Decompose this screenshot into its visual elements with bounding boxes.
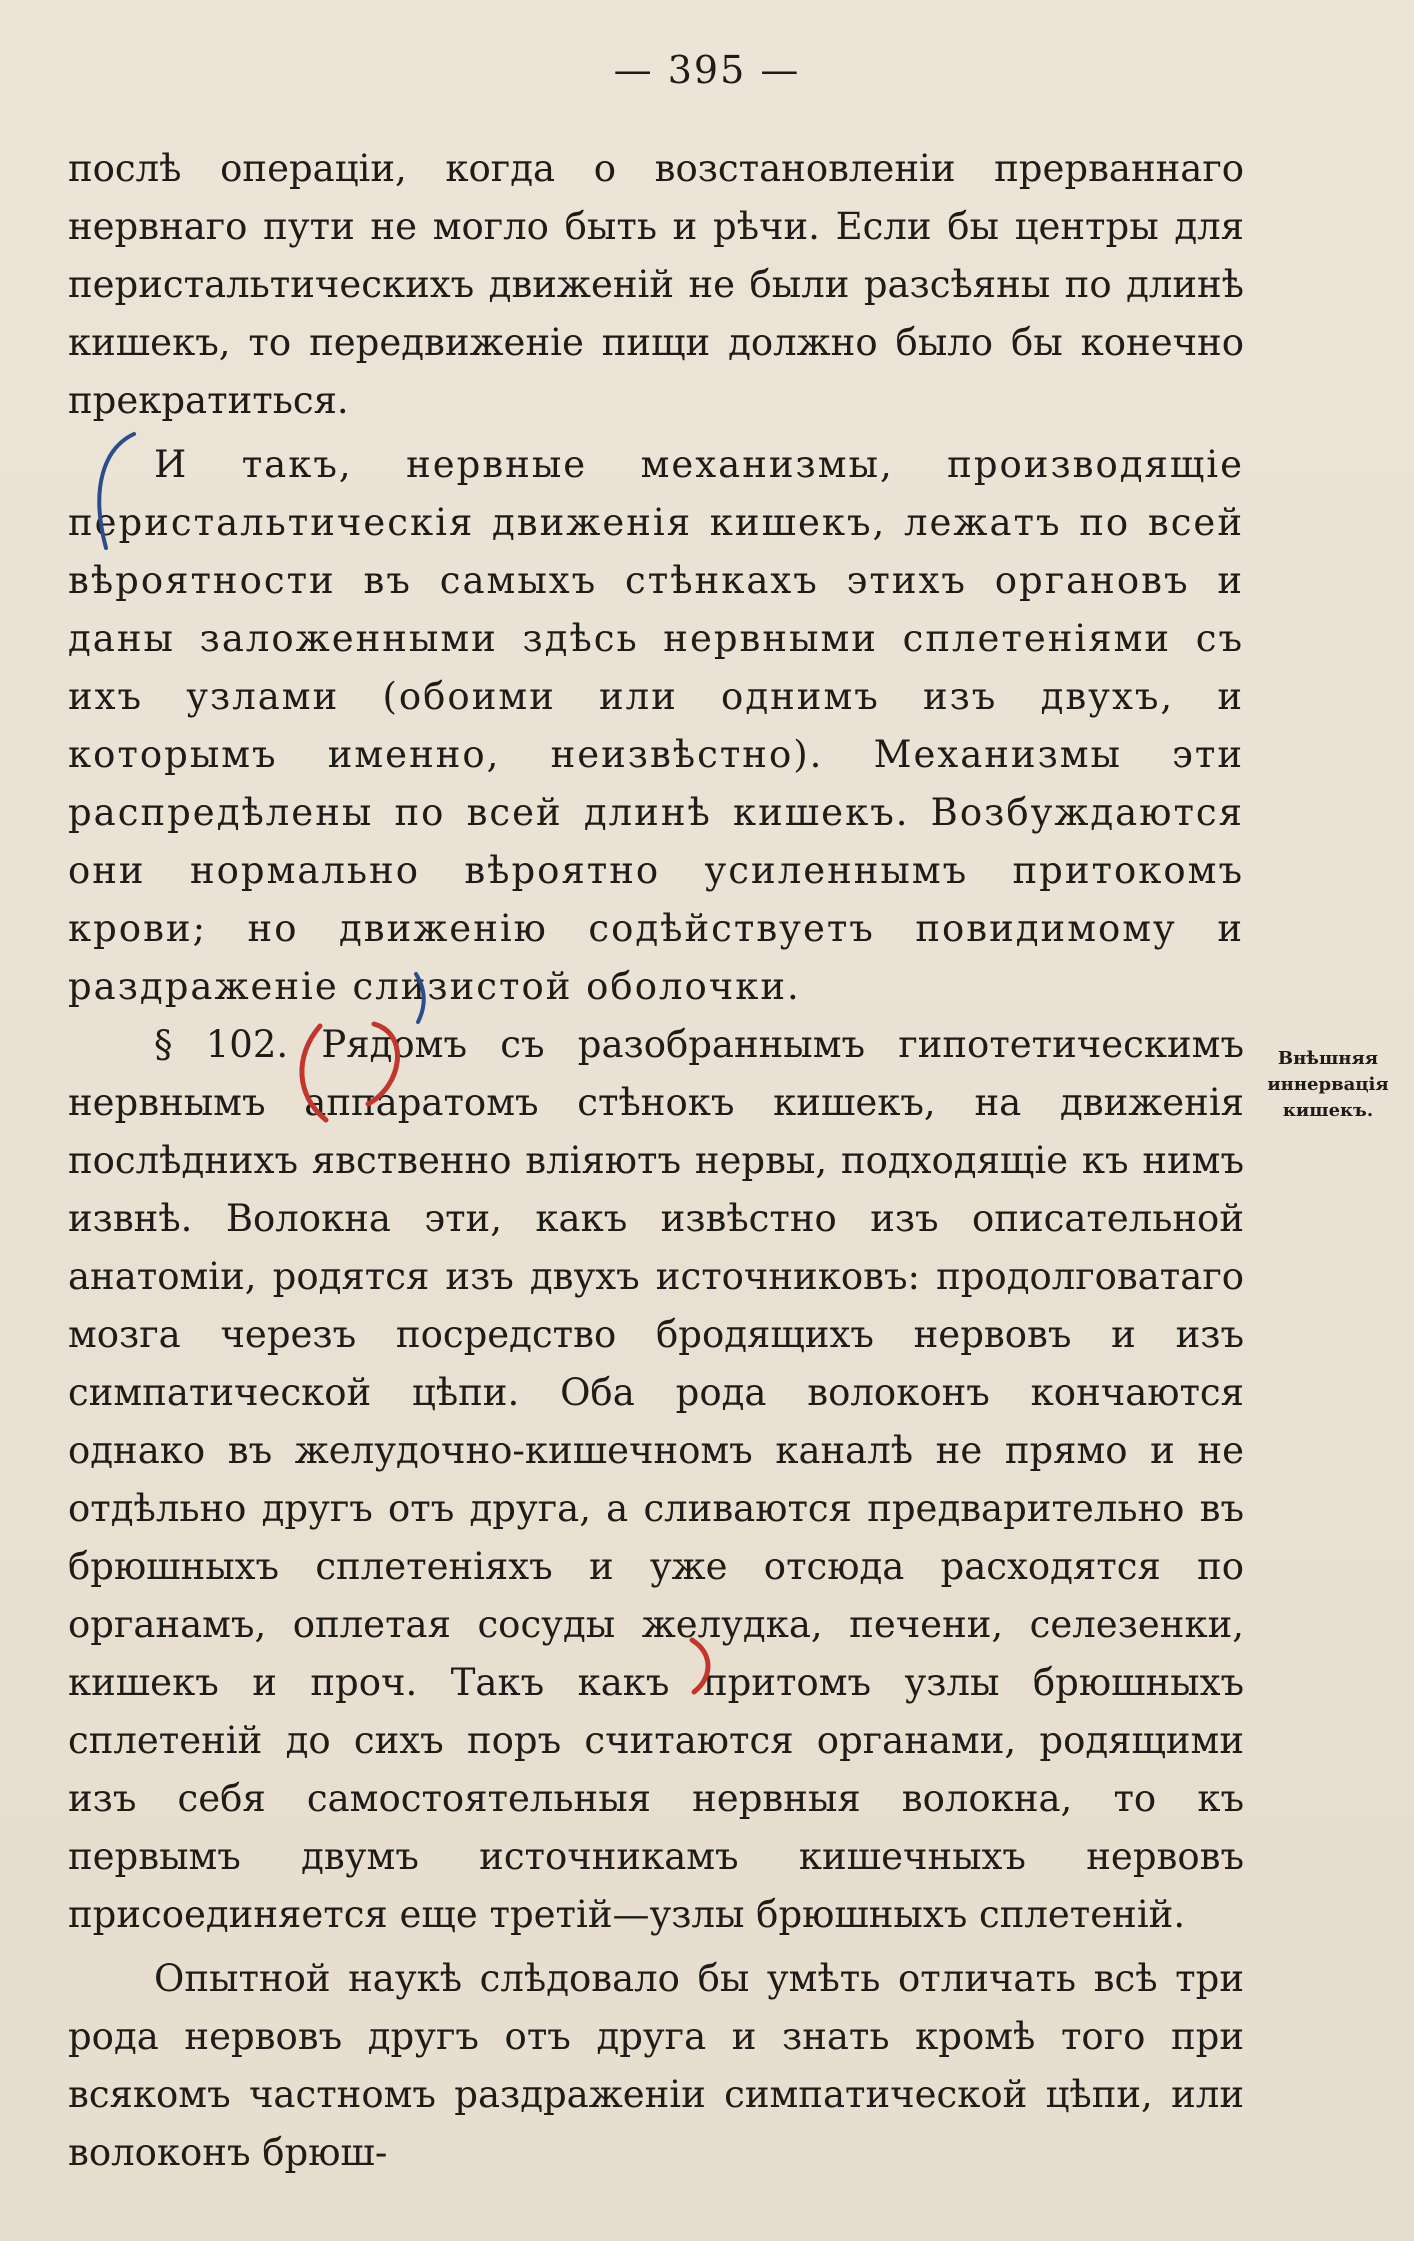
red-sentence-mark <box>684 1634 724 1698</box>
paragraph-continuation: послѣ операціи, когда о возстановленіи прерваннаго нервнаго пути не могло быть и рѣчи. Если бы центры для перистальтическихъ движеній не были разсѣяны по длинѣ кишекъ, то передвиженіе пищи должно было бы конечно прекратиться. <box>68 147 1244 422</box>
paragraph-closing: Опытной наукѣ слѣдовало бы умѣть отличать всѣ три рода нервовъ другъ отъ друга и знать кромѣ того при всякомъ частномъ раздраженіи симпатической цѣпи, или волоконъ брюш- <box>68 1957 1244 2174</box>
paragraph-section-102: § 102. Рядомъ съ разобраннымъ гипотетическимъ нервнымъ аппаратомъ стѣнокъ кишекъ, на движенія послѣднихъ явственно вліяютъ нервы, подходящіе къ нимъ извнѣ. Волокна эти, какъ извѣстно изъ описательной анатоміи, родятся изъ двухъ источниковъ: продолговатаго мозга черезъ посредство бродящихъ нервовъ и изъ симпатической цѣпи. Оба рода волоконъ кончаются однако въ желудочно-кишечномъ каналѣ не прямо и не отдѣльно другъ отъ друга, а сливаются предварительно въ брюшныхъ сплетеніяхъ и уже отсюда расходятся по органамъ, оплетая сосуды желудка, печени, селезенки, кишекъ и проч. Такъ какъ притомъ узлы брюшныхъ сплетеній до сихъ поръ считаются органами, родящими изъ себя самостоятельныя нервныя волокна, то къ первымъ двумъ источникамъ кишечныхъ нервовъ присоединяется еще третій—узлы брюшныхъ сплетеній. <box>68 1023 1244 1936</box>
paragraph-summary: И такъ, нервные механизмы, производящіе перистальтическія движенія кишекъ, лежатъ по всей вѣроятности въ самыхъ стѣнкахъ этихъ органовъ и даны заложенными здѣсь нервными сплетеніями съ ихъ узлами (обоими или однимъ изъ двухъ, и которымъ именно, неизвѣстно). Механизмы эти распредѣлены по всей длинѣ кишекъ. Возбуждаются они нормально вѣроятно усиленнымъ притокомъ крови; но движенію содѣйствуетъ повидимому и раздраженіе слизистой оболочки. <box>68 443 1244 1008</box>
red-section-mark <box>282 1016 432 1126</box>
page-number: — 395 — <box>613 48 801 92</box>
blue-bracket-mark <box>84 428 144 568</box>
body-text <box>68 140 1244 2182</box>
marginal-note: Внѣшняя иннервація кишекъ. <box>1267 1048 1389 1121</box>
